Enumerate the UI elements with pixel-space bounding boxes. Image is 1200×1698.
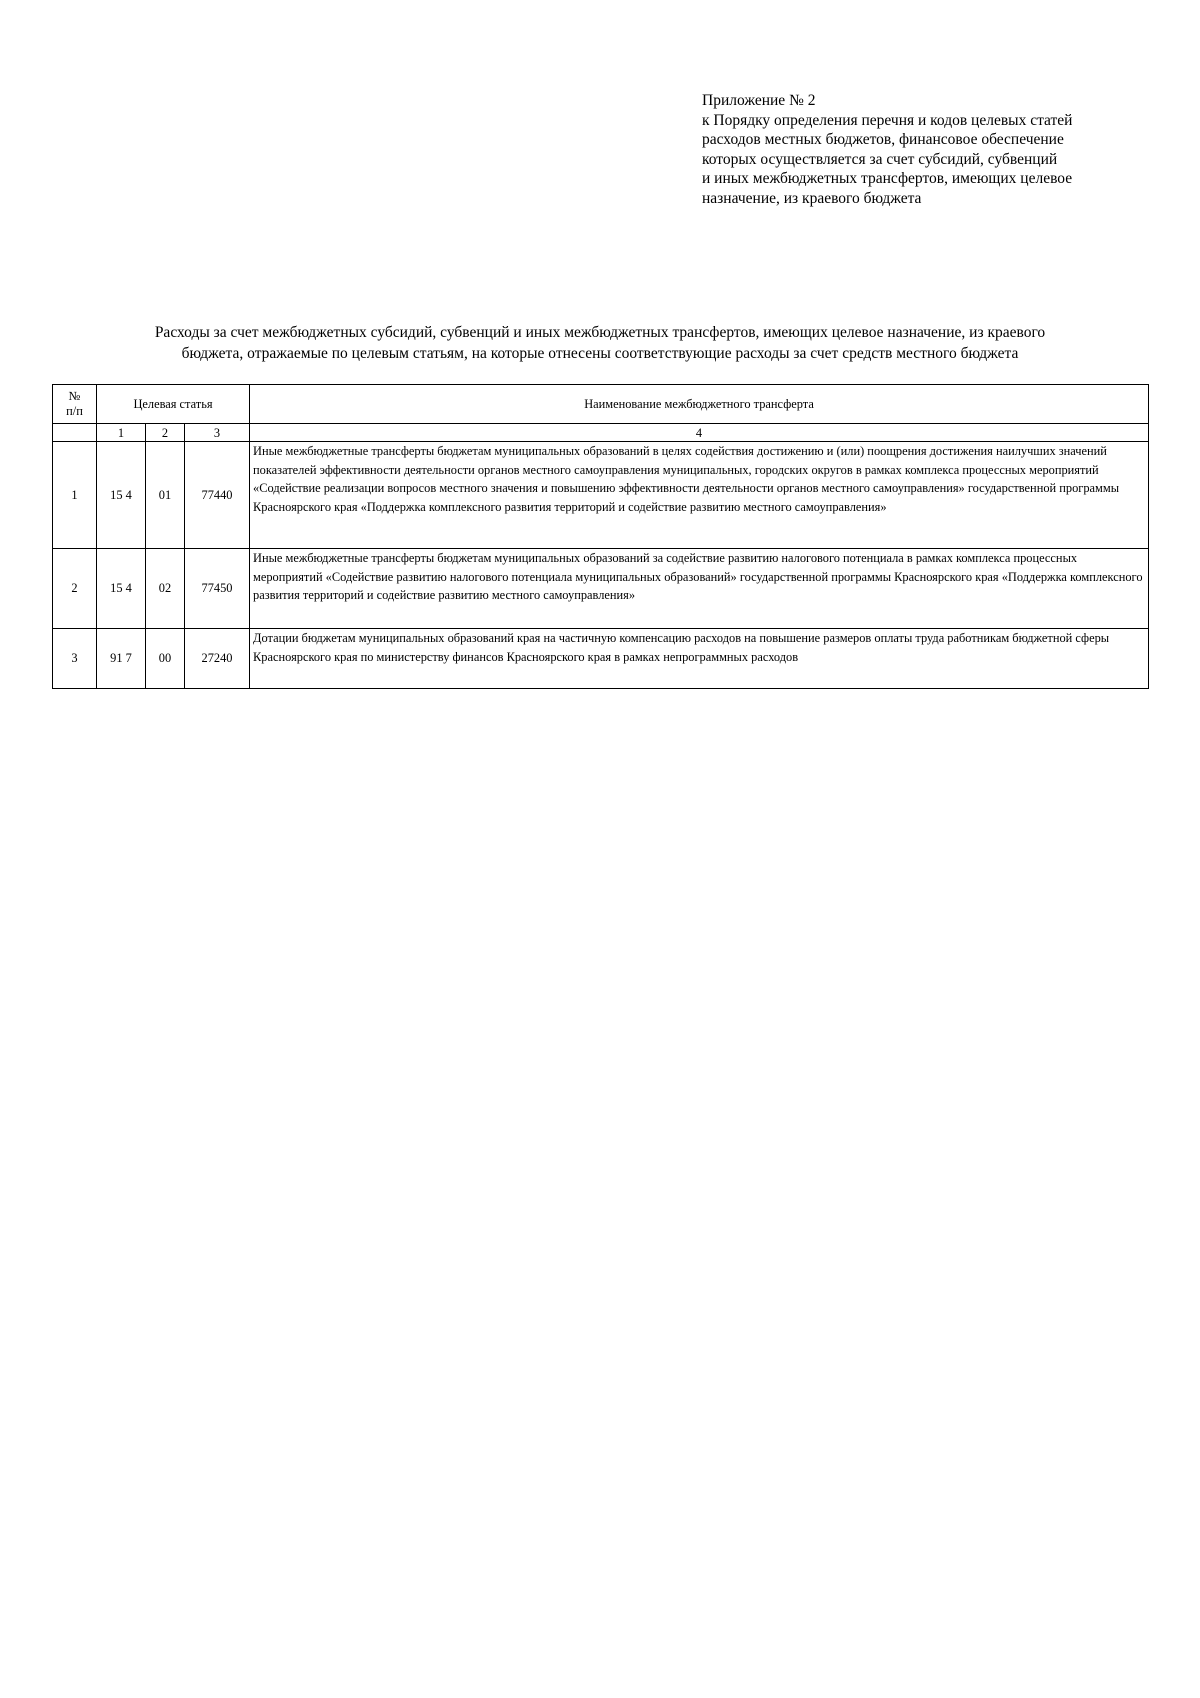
column-number-empty [53, 424, 97, 442]
table-row [53, 549, 1149, 629]
row-num: 1 [53, 442, 97, 549]
row-code-3: 77450 [185, 549, 250, 629]
row-transfer-name: Иные межбюджетные трансферты бюджетам муниципальных образований в целях содействия достижению и (или) поощрения достижения наилучших значений показателей эффективности деятельности органов местного самоуправления муниципальных, городских округов в рамках комплекса процессных мероприятий «Содействие реализации вопросов местного значения и повышению эффективности деятельности органов местного самоуправления» государственной программы Красноярского края «Поддержка комплексного развития территорий и содействие развитию местного самоуправления» [250, 442, 1149, 549]
row-code-1: 15 4 [97, 442, 146, 549]
appendix-line: и иных межбюджетных трансфертов, имеющих целевое [702, 170, 1073, 187]
appendix-line: к Порядку определения перечня и кодов целевых статей [702, 111, 1073, 129]
header-target-article: Целевая статья [97, 385, 250, 424]
column-number: 1 [97, 424, 146, 442]
appendix-line: Приложение № 2 [702, 92, 816, 109]
appendix-line: расходов местных бюджетов, финансовое обеспечение [702, 131, 1064, 148]
appendix-line: которых осуществляется за счет субсидий, субвенций [702, 150, 1058, 168]
column-number: 3 [185, 424, 250, 442]
column-number: 4 [250, 424, 1149, 442]
column-numbers-row [53, 424, 1149, 442]
row-code-3: 77440 [185, 442, 250, 549]
column-number: 2 [146, 424, 185, 442]
transfers-table [52, 384, 1149, 689]
header-num [53, 385, 97, 424]
header-num-symbol: № [68, 389, 81, 403]
table-header-row [53, 385, 1149, 424]
table-row [53, 442, 1149, 549]
row-code-2: 01 [146, 442, 185, 549]
row-code-1: 15 4 [97, 549, 146, 629]
appendix-line: назначение, из краевого бюджета [702, 189, 922, 207]
document-title [52, 322, 1148, 364]
table-row [53, 629, 1149, 689]
document-title-line: бюджета, отражаемые по целевым статьям, на которые отнесены соответствующие расходы за счет средств местного бюджета [181, 345, 1019, 362]
document-title-line: Расходы за счет межбюджетных субсидий, субвенций и иных межбюджетных трансфертов, имеющих целевое назначение, из краевого [154, 324, 1046, 341]
header-num-abbrev: п/п [66, 404, 83, 418]
row-code-1: 91 7 [97, 629, 146, 689]
row-code-2: 02 [146, 549, 185, 629]
row-transfer-name: Иные межбюджетные трансферты бюджетам муниципальных образований за содействие развитию налогового потенциала в рамках комплекса процессных мероприятий «Содействие развитию налогового потенциала муниципальных образований» государственной программы Красноярского края «Поддержка комплексного развития территорий и содействие развитию местного самоуправления» [250, 549, 1149, 629]
row-code-3: 27240 [185, 629, 250, 689]
row-num: 2 [53, 549, 97, 629]
row-num: 3 [53, 629, 97, 689]
header-transfer-name: Наименование межбюджетного трансферта [250, 385, 1149, 424]
row-code-2: 00 [146, 629, 185, 689]
row-transfer-name: Дотации бюджетам муниципальных образований края на частичную компенсацию расходов на повышение размеров оплаты труда работникам бюджетной сферы Красноярского края по министерству финансов Красноярского края в рамках непрограммных расходов [250, 629, 1149, 689]
appendix-block [702, 91, 1172, 208]
